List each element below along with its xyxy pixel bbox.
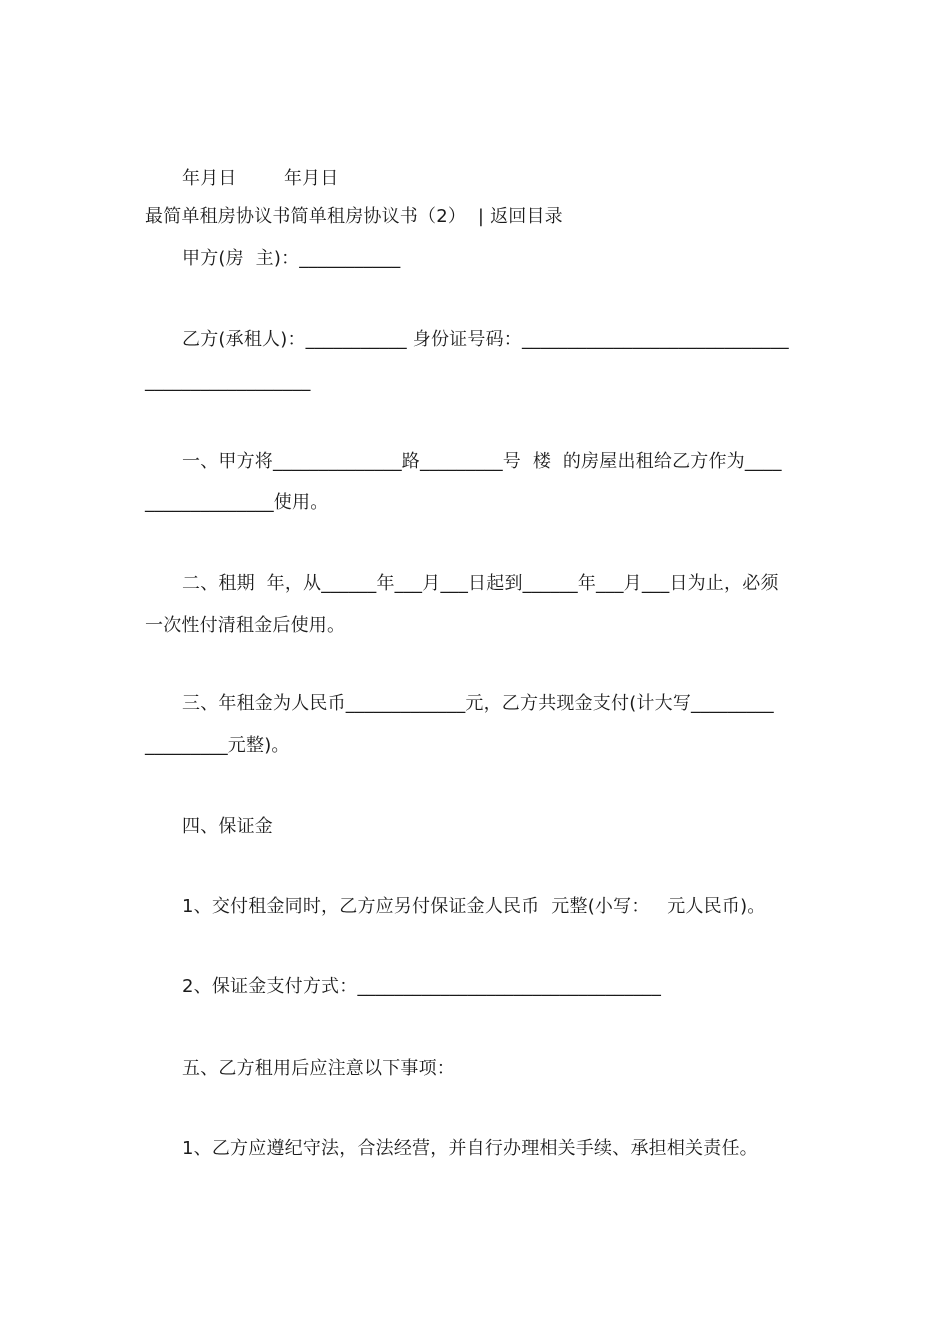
- party-b-line: 乙方(承租人)：___________ 身份证号码：_____________________________: [182, 329, 789, 350]
- clause-3-line-1: 三、年租金为人民币_____________元，乙方共现金支付(计大写_________: [182, 693, 774, 714]
- clause-2-line-2: 一次性付清租金后使用。: [145, 615, 346, 636]
- clause-1-line-1: 一、甲方将______________路_________号 楼 的房屋出租给乙方作为____: [182, 451, 782, 472]
- clause-1-line-2: ______________使用。: [145, 492, 329, 513]
- party-b-line-continued: __________________: [145, 371, 311, 392]
- date-line: 年月日 年月日: [182, 168, 339, 189]
- clause-4-heading: 四、保证金: [182, 816, 273, 837]
- clause-4-item-1: 1、交付租金同时，乙方应另付保证金人民币 元整(小写： 元人民币)。: [182, 896, 766, 917]
- clause-2-line-1: 二、租期 年，从______年___月___日起到______年___月___日为止，必须: [182, 573, 779, 594]
- clause-5-heading: 五、乙方租用后应注意以下事项：: [182, 1058, 455, 1079]
- clause-3-line-2: _________元整)。: [145, 735, 290, 756]
- document-title-line: 最简单租房协议书简单租房协议书（2） | 返回目录: [145, 206, 563, 227]
- party-a-line: 甲方(房 主)：___________: [182, 248, 401, 269]
- clause-4-item-2: 2、保证金支付方式：_________________________________: [182, 976, 662, 997]
- clause-5-item-1: 1、乙方应遵纪守法，合法经营，并自行办理相关手续、承担相关责任。: [182, 1138, 758, 1159]
